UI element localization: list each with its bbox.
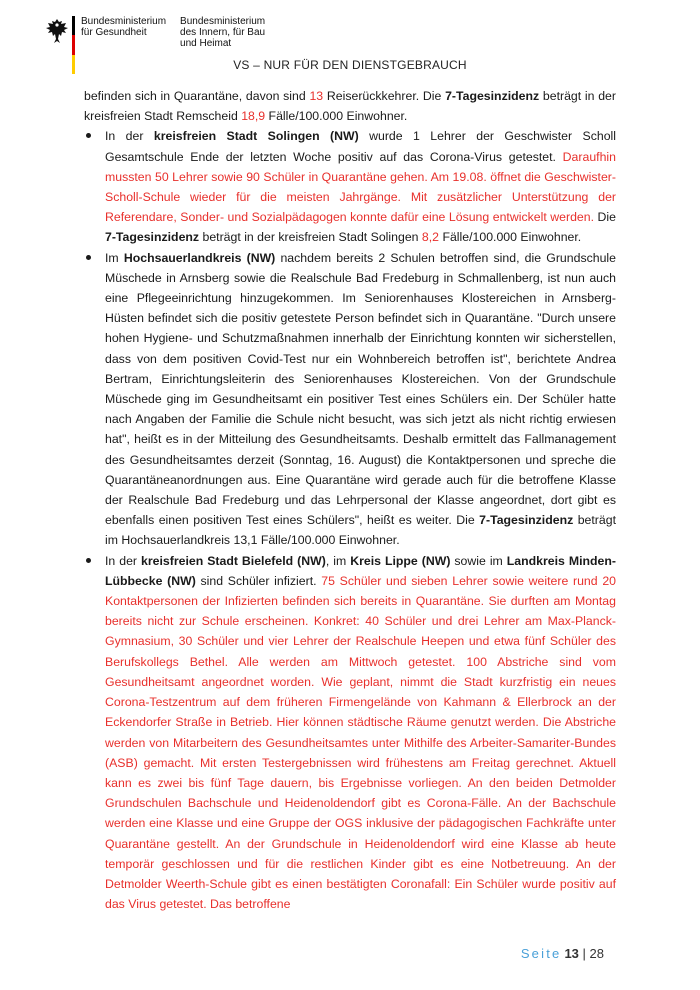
intro-paragraph: befinden sich in Quarantäne, davon sind 13 Reiserückkehrer. Die 7-Tagesinzidenz beträgt in der kreisfreien Stadt Remscheid 18,9 Fälle/100.000 Einwohner. [84, 89, 616, 124]
page-total: 28 [589, 946, 604, 961]
classification-label: VS – NUR FÜR DEN DIENSTGEBRAUCH [233, 58, 467, 72]
page-current: 13 [564, 946, 579, 961]
page-number [521, 946, 604, 961]
seite-label: Seite [520, 946, 562, 961]
ministry-interior-label: Bundesministerium des Innern, für Bau und Heimat [180, 16, 266, 49]
document-body [84, 86, 616, 914]
list-item-solingen: In der kreisfreien Stadt Solingen (NW) wurde 1 Lehrer der Geschwister Scholl Gesamtschule Ende der letzten Woche positiv auf das Corona-Virus getestet. Daraufhin mussten 50 Lehrer sowie 90 Schüler in Quarantäne gehen. Am 19.08. öffnet die Geschwister-Scholl-Schule wieder für die meisten Jahrgänge. Mit zusätzlicher Unterstützung der Referendare, Sonder- und Sozialpädagogen konnte dafür eine Lösung entwickelt werden. Die 7-Tagesinzidenz beträgt in der kreisfreien Stadt Solingen 8,2 Fälle/100.000 Einwohner. [84, 126, 616, 247]
bullet-list [84, 126, 616, 914]
list-item-bielefeld: In der kreisfreien Stadt Bielefeld (NW), im Kreis Lippe (NW) sowie im Landkreis Minden-Lübbecke (NW) sind Schüler infiziert. 75 Schüler und sieben Lehrer sowie weitere rund 20 Kontaktpersonen der Infizierten befinden sich bereits in Quarantäne. Sie durften am Montag bereits nicht zur Schule erscheinen. Konkret: 40 Schüler und drei Lehrer am Max-Planck-Gymnasium, 30 Schüler und vier Lehrer der Realschule Heepen und etwa fünf Schüler des Berufskollegs Bethel. Alle werden am Mittwoch getestet. 100 Abstriche sind vom Gesundheitsamt angeordnet worden. Wie geplant, nimmt die Stadt kurzfristig ein neues Corona-Testzentrum auf dem früheren Firmengelände von Kahmann & Ellerbrock an der Eckendorfer Straße in Betrieb. Hier können städtische Räume genutzt werden. Die Abstriche werden von Mitarbeitern des Gesundheitsamtes unter Mithilfe des Arbeiter-Samariter-Bundes (ASB) gemacht. Mit ersten Testergebnissen wird frühestens am Freitag gerechnet. Aktuell kann es zwei bis fünf Tage dauern, bis Ergebnisse vorliegen. An den beiden Detmolder Grundschulen Bachschule und Heidenoldendorf gibt es Corona-Fälle. An der Bachschule werden eine Klasse und eine Gruppe der OGS inklusive der pädagogischen Fachkräfte unter Quarantäne gestellt. An der Grundschule in Heidenoldendorf wird eine Klasse ab heute temporär geschlossen und für die restlichen Kinder gibt es eine Notbetreuung. An der Detmolder Weerth-Schule gibt es einen bestätigten Coronafall: Ein Schüler wurde positiv auf das Virus getestet. Das betroffene [84, 551, 616, 915]
page-separator: | [578, 946, 590, 961]
list-item-hochsauerland: Im Hochsauerlandkreis (NW) nachdem bereits 2 Schulen betroffen sind, die Grundschule Müschede in Arnsberg sowie die Realschule Bad Fredeburg in Schmallenberg, ist nun auch eine Pflegeeinrichtung hinzugekommen. Im Seniorenhauses Klostereichen in Arnsberg-Hüsten befindet sich die positiv getestete Person befindet sich in Quarantäne. "Durch unsere hohen Hygiene- und Schutzmaßnahmen innerhalb der Einrichtung konnten wir sicherstellen, dass von dem positiven Covid-Test nur ein Wohnbereich betroffen ist", berichtete Andrea Bertram, Einrichtungsleiterin des Seniorenhauses Klostereichen. Von der Grundschule Müschede ging im Gesundheitsamt ein positiver Test eines Schülers ein. Der Schüler hatte nach Angaben der Familie die Schule nicht besucht, was sich jetzt als nicht richtig erwiesen hat", heißt es in der Mitteilung des Gesundheitsamts. Deshalb ermittelt das Fallmanagement des Gesundheitsamtes derzeit (Sonntag, 16. August) die Kontaktpersonen und spreche die Quarantäneanordnungen aus. Eine Quarantäne wird gerade auch für die betroffene Klasse der Realschule Bad Fredeburg und das Lehrpersonal der Klasse angeordnet, dort gibt es ebenfalls einen positiven Test eines Schülers", heißt es weiter. Die 7-Tagesinzidenz beträgt im Hochsauerlandkreis 13,1 Fälle/100.000 Einwohner. [84, 248, 616, 551]
ministry-health-label: Bundesministerium für Gesundheit [81, 16, 167, 38]
federal-eagle-icon [46, 18, 68, 44]
